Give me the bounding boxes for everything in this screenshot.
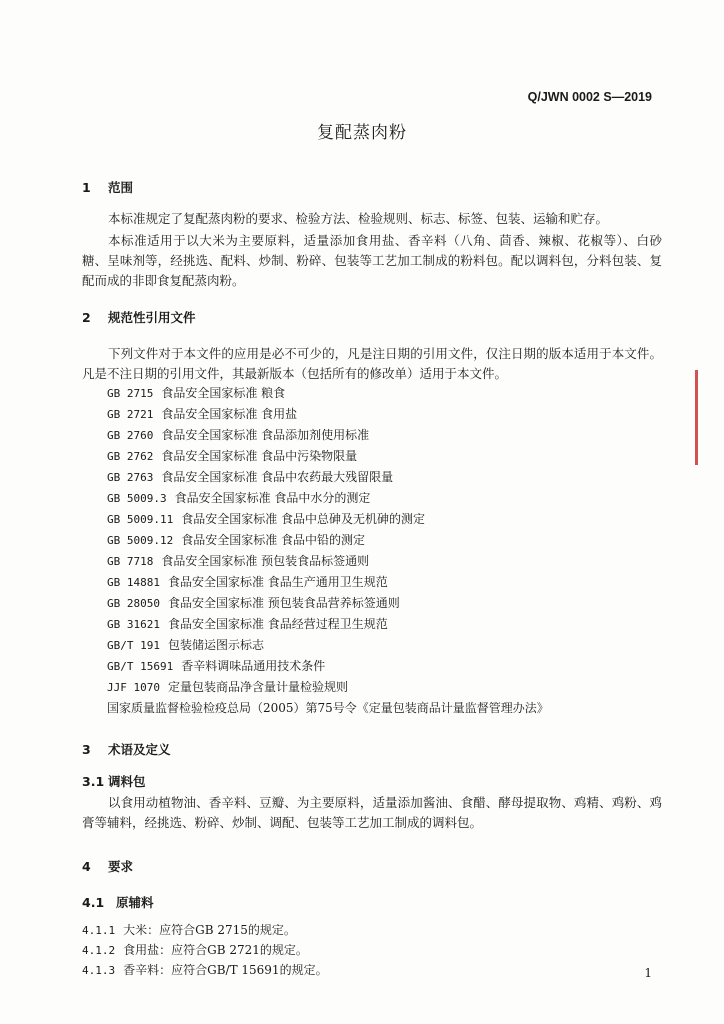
subsection-heading-seasoning-pack — [82, 772, 146, 790]
clause-number: 4.1.3 — [82, 964, 116, 977]
section-title: 范围 — [108, 180, 134, 195]
reference-code: GB 5009.3 — [107, 492, 167, 505]
page-number: 1 — [644, 966, 652, 980]
reference-title: 食品安全国家标准 粮食 — [161, 386, 286, 400]
section-number: 2 — [82, 310, 91, 325]
reference-item — [107, 468, 393, 487]
reference-title: 食品安全国家标准 食品中污染物限量 — [161, 449, 358, 463]
section-number: 1 — [82, 180, 91, 195]
reference-title: 食品安全国家标准 食品生产通用卫生规范 — [167, 575, 388, 589]
reference-code: GB/T 191 — [107, 639, 160, 652]
scope-paragraph-2: 本标准适用于以大米为主要原料，适量添加食用盐、香辛料（八角、茴香、辣椒、花椒等）、白砂糖、呈味剂等，经挑选、配料、炒制、粉碎、包装等工艺加工制成的粉料包。配以调料包，分料包装、复配而成的非即食复配蒸肉粉。 — [82, 233, 662, 288]
clause-text: 大米：应符合GB 2715的规定。 — [123, 923, 296, 937]
clause-item — [82, 961, 328, 978]
reference-code: GB 2762 — [107, 450, 154, 463]
seasoning-pack-definition: 以食用动植物油、香辛料、豆瓣、为主要原料，适量添加酱油、食醋、酵母提取物、鸡精、鸡粉、鸡膏等辅料，经挑选、粉碎、炒制、调配、包装等工艺加工制成的调料包。 — [82, 795, 662, 830]
clause-text: 香辛料：应符合GB/T 15691的规定。 — [123, 963, 328, 977]
section-title: 原辅料 — [116, 895, 154, 910]
reference-item — [107, 657, 325, 676]
reference-item — [107, 531, 365, 550]
reference-title: 食品安全国家标准 食品中水分的测定 — [174, 491, 371, 505]
reference-item — [107, 552, 369, 571]
reference-item — [107, 678, 348, 697]
section-number: 4 — [82, 859, 91, 874]
reference-code: JJF 1070 — [107, 681, 160, 694]
reference-title: 食品安全国家标准 预包装食品营养标签通则 — [167, 596, 400, 610]
reference-code: GB/T 15691 — [107, 660, 174, 673]
reference-code: GB 2763 — [107, 471, 154, 484]
reference-title: 香辛料调味品通用技术条件 — [181, 659, 326, 673]
section-title: 要求 — [108, 859, 134, 874]
reference-item — [107, 426, 369, 445]
clause-number: 4.1.1 — [82, 924, 116, 937]
clause-item — [82, 941, 308, 958]
reference-title: 食品安全国家标准 食品中农药最大残留限量 — [161, 470, 394, 484]
section-number: 4.1 — [82, 895, 105, 910]
reference-decree: 国家质量监督检验检疫总局（2005）第75号令《定量包装商品计量监督管理办法》 — [107, 701, 549, 715]
reference-title: 定量包装商品净含量计量检验规则 — [167, 680, 348, 694]
reference-item — [107, 594, 400, 613]
section-heading-scope — [82, 178, 133, 196]
reference-code: GB 7718 — [107, 555, 154, 568]
subsection-heading-raw-materials — [82, 893, 154, 911]
scope-paragraph-1: 本标准规定了复配蒸肉粉的要求、检验方法、检验规则、标志、标签、包装、运输和贮存。 — [108, 211, 609, 226]
reference-title: 食品安全国家标准 食品经营过程卫生规范 — [167, 617, 388, 631]
seal-stamp — [695, 370, 720, 465]
reference-code: GB 2715 — [107, 387, 154, 400]
document-title: 复配蒸肉粉 — [317, 123, 407, 143]
reference-title: 食品安全国家标准 食品添加剂使用标准 — [161, 428, 370, 442]
normative-intro: 下列文件对于本文件的应用是必不可少的，凡是注日期的引用文件，仅注日期的版本适用于本文件。凡是不注日期的引用文件，其最新版本（包括所有的修改单）适用于本文件。 — [82, 346, 662, 381]
section-number: 3.1 — [82, 774, 105, 789]
clause-number: 4.1.2 — [82, 944, 116, 957]
section-title: 术语及定义 — [108, 742, 171, 757]
reference-code: GB 2721 — [107, 408, 154, 421]
reference-item — [107, 615, 388, 634]
reference-code: GB 5009.12 — [107, 534, 174, 547]
clause-item — [82, 921, 296, 938]
section-heading-terms — [82, 740, 171, 758]
reference-title: 食品安全国家标准 预包装食品标签通则 — [161, 554, 370, 568]
reference-item — [107, 489, 370, 508]
clause-text: 食用盐：应符合GB 2721的规定。 — [123, 943, 308, 957]
reference-title: 食品安全国家标准 食品中总砷及无机砷的测定 — [181, 512, 426, 526]
reference-code: GB 5009.11 — [107, 513, 174, 526]
section-title: 规范性引用文件 — [108, 310, 196, 325]
reference-item — [107, 510, 425, 529]
section-heading-normative-references — [82, 308, 196, 326]
reference-item — [107, 447, 357, 466]
reference-item — [107, 405, 297, 424]
standard-code: Q/JWN 0002 S—2019 — [527, 90, 652, 104]
reference-item — [107, 384, 285, 403]
section-title: 调料包 — [108, 774, 146, 789]
reference-title: 包装储运图示标志 — [167, 638, 264, 652]
reference-title: 食品安全国家标准 食品中铅的测定 — [181, 533, 366, 547]
section-number: 3 — [82, 742, 91, 757]
reference-code: GB 2760 — [107, 429, 154, 442]
reference-item — [107, 636, 264, 655]
reference-code: GB 28050 — [107, 597, 160, 610]
section-heading-requirements — [82, 857, 133, 875]
reference-code: GB 31621 — [107, 618, 160, 631]
reference-item — [107, 573, 388, 592]
reference-code: GB 14881 — [107, 576, 160, 589]
reference-title: 食品安全国家标准 食用盐 — [161, 407, 298, 421]
